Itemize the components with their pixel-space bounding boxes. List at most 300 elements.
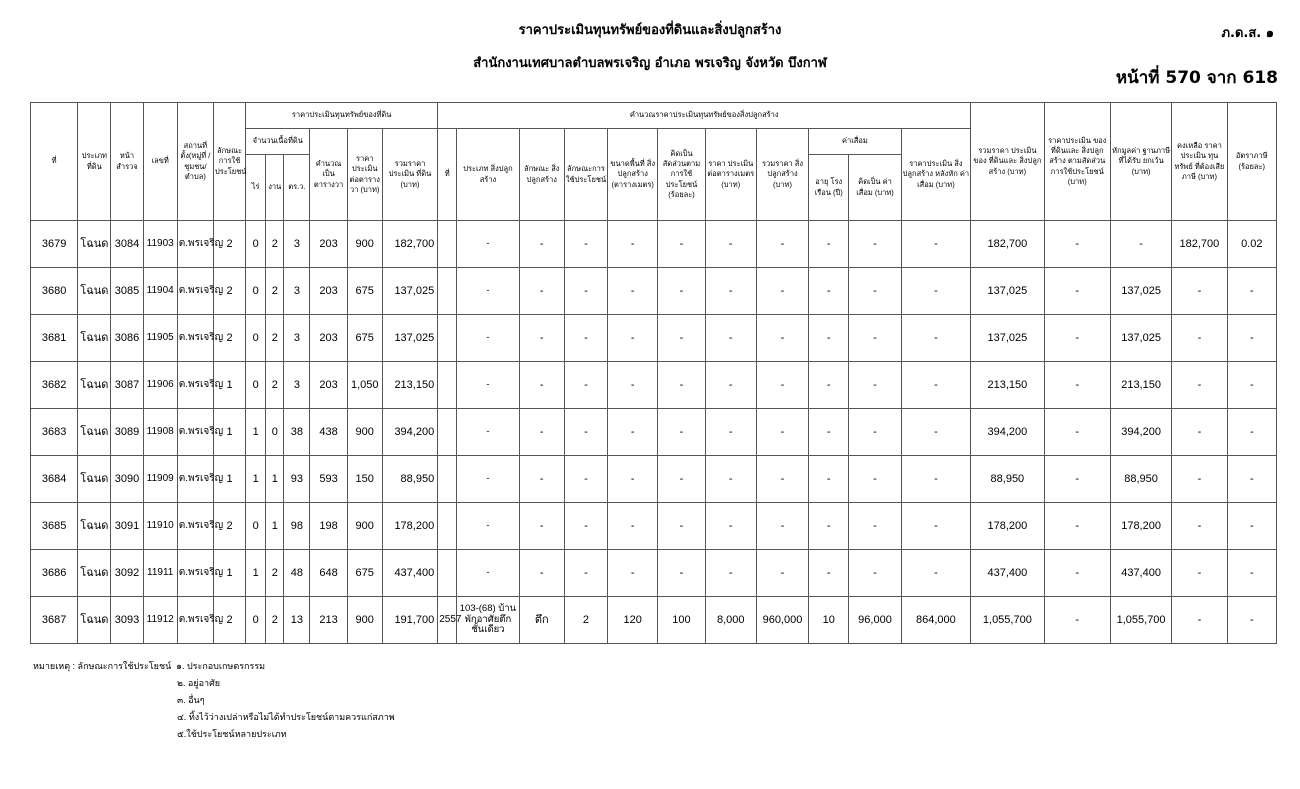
cell-doc-no: 11903: [143, 221, 177, 268]
cell-location: ต.พรเจริญ: [177, 221, 213, 268]
col-usage-type: ลักษณะ การใช้ ประโยชน์: [213, 103, 245, 221]
cell-building-total: -: [756, 409, 808, 456]
cell-ratio-value: -: [1044, 597, 1110, 644]
cell-dep-age: 10: [809, 597, 849, 644]
cell-building-price: -: [705, 268, 756, 315]
table-row: [31, 315, 1277, 362]
col-sq-wa: คำนวณ เป็น ตารางวา: [310, 129, 347, 221]
cell-wa: 13: [284, 597, 310, 644]
cell-survey-page: 3085: [111, 268, 143, 315]
cell-survey-page: 3087: [111, 362, 143, 409]
cell-building-type: -: [457, 362, 519, 409]
cell-building-no: [438, 456, 457, 503]
cell-building-after-dep: -: [901, 550, 971, 597]
cell-wa: 3: [284, 268, 310, 315]
col-building-price-sqm: ราคา ประเมิน ต่อตารางเมตร (บาท): [705, 129, 756, 221]
cell-remaining: -: [1172, 409, 1227, 456]
col-group-building: คำนวณราคาประเมินทุนทรัพย์ของสิ่งปลูกสร้าง: [438, 103, 971, 129]
cell-dep-amount: -: [849, 550, 901, 597]
cell-grand-total: 1,055,700: [971, 597, 1044, 644]
col-grand-total: รวมราคา ประเมินของ ที่ดินและ สิ่งปลูกสร้าง (บาท): [971, 103, 1044, 221]
table-row: [31, 409, 1277, 456]
cell-price-per-wa: 1,050: [347, 362, 382, 409]
cell-usage: 2: [213, 597, 245, 644]
assessment-table: [30, 102, 1277, 644]
cell-wa: 98: [284, 503, 310, 550]
cell-ngan: 1: [266, 503, 284, 550]
cell-location: ต.พรเจริญ: [177, 550, 213, 597]
cell-ngan: 2: [266, 268, 284, 315]
col-building-usage: ลักษณะการ ใช้ประโยชน์: [564, 129, 607, 221]
cell-building-price: 8,000: [705, 597, 756, 644]
cell-building-total: -: [756, 221, 808, 268]
col-doc-no: เลขที่: [143, 103, 177, 221]
cell-dep-amount: -: [849, 315, 901, 362]
cell-building-price: -: [705, 503, 756, 550]
cell-price-per-wa: 900: [347, 503, 382, 550]
cell-price-per-wa: 150: [347, 456, 382, 503]
note-item: ๒. อยู่อาศัย: [177, 678, 221, 688]
cell-doc-no: 11909: [143, 456, 177, 503]
cell-building-type: -: [457, 550, 519, 597]
cell-building-price: -: [705, 550, 756, 597]
cell-building-ratio: -: [658, 456, 705, 503]
cell-grand-total: 437,400: [971, 550, 1044, 597]
cell-dep-age: -: [809, 315, 849, 362]
cell-ratio-value: -: [1044, 315, 1110, 362]
cell-ratio-value: -: [1044, 221, 1110, 268]
cell-grand-total: 137,025: [971, 315, 1044, 362]
cell-land-total: 213,150: [382, 362, 437, 409]
cell-building-char: -: [519, 315, 564, 362]
cell-usage: 1: [213, 550, 245, 597]
cell-building-after-dep: -: [901, 221, 971, 268]
cell-rai: 0: [246, 503, 266, 550]
cell-doc-no: 11905: [143, 315, 177, 362]
cell-land-type: โฉนด: [78, 409, 111, 456]
cell-land-total: 178,200: [382, 503, 437, 550]
cell-land-total: 137,025: [382, 268, 437, 315]
cell-building-char: ตึก: [519, 597, 564, 644]
cell-dep-age: -: [809, 503, 849, 550]
cell-no: 3685: [31, 503, 78, 550]
cell-wa: 48: [284, 550, 310, 597]
cell-building-area: -: [608, 456, 658, 503]
cell-building-ratio: 100: [658, 597, 705, 644]
col-building-type: ประเภท สิ่งปลูกสร้าง: [457, 129, 519, 221]
cell-building-price: -: [705, 315, 756, 362]
table-row: [31, 456, 1277, 503]
cell-building-after-dep: -: [901, 268, 971, 315]
cell-remaining: -: [1172, 503, 1227, 550]
cell-remaining: 182,700: [1172, 221, 1227, 268]
cell-survey-page: 3089: [111, 409, 143, 456]
cell-usage: 1: [213, 409, 245, 456]
cell-building-total: -: [756, 362, 808, 409]
cell-building-char: -: [519, 362, 564, 409]
cell-location: ต.พรเจริญ: [177, 456, 213, 503]
cell-wa: 3: [284, 221, 310, 268]
cell-dep-amount: -: [849, 456, 901, 503]
cell-building-total: -: [756, 550, 808, 597]
cell-no: 3681: [31, 315, 78, 362]
cell-survey-page: 3084: [111, 221, 143, 268]
cell-building-type: -: [457, 456, 519, 503]
cell-rai: 0: [246, 362, 266, 409]
notes-label: หมายเหตุ : ลักษณะการใช้ประโยชน์: [33, 661, 172, 671]
cell-building-char: -: [519, 268, 564, 315]
cell-exemption: 137,025: [1110, 268, 1171, 315]
cell-land-type: โฉนด: [78, 503, 111, 550]
cell-ngan: 1: [266, 456, 284, 503]
cell-ratio-value: -: [1044, 503, 1110, 550]
cell-building-after-dep: -: [901, 362, 971, 409]
table-row: [31, 550, 1277, 597]
cell-building-area: -: [608, 362, 658, 409]
col-dep-amount: คิดเป็น ค่าเสื่อม (บาท): [849, 155, 901, 221]
cell-building-area: -: [608, 503, 658, 550]
cell-building-type: -: [457, 221, 519, 268]
document-title: ราคาประเมินทุนทรัพย์ของที่ดินและสิ่งปลูกสร้าง: [518, 23, 782, 38]
form-code: ภ.ด.ส. ๑: [1221, 26, 1274, 41]
cell-dep-amount: -: [849, 221, 901, 268]
cell-sq-wa: 438: [310, 409, 347, 456]
table-row: [31, 597, 1277, 644]
cell-dep-age: -: [809, 550, 849, 597]
cell-building-ratio: -: [658, 362, 705, 409]
cell-price-per-wa: 900: [347, 221, 382, 268]
cell-building-price: -: [705, 409, 756, 456]
cell-grand-total: 182,700: [971, 221, 1044, 268]
col-group-depreciation: ค่าเสื่อม: [809, 129, 901, 155]
cell-building-total: -: [756, 315, 808, 362]
cell-exemption: 437,400: [1110, 550, 1171, 597]
cell-dep-age: -: [809, 268, 849, 315]
cell-price-per-wa: 900: [347, 597, 382, 644]
cell-wa: 38: [284, 409, 310, 456]
cell-building-after-dep: -: [901, 503, 971, 550]
col-group-land-area: จำนวนเนื้อที่ดิน: [246, 129, 310, 155]
cell-grand-total: 137,025: [971, 268, 1044, 315]
cell-remaining: -: [1172, 268, 1227, 315]
cell-ngan: 2: [266, 315, 284, 362]
col-remaining: คงเหลือ ราคาประเมิน ทุนทรัพย์ ที่ต้องเสียภาษี (บาท): [1172, 103, 1227, 221]
cell-doc-no: 11911: [143, 550, 177, 597]
cell-building-char: -: [519, 456, 564, 503]
cell-building-ratio: -: [658, 315, 705, 362]
cell-building-ratio: -: [658, 550, 705, 597]
cell-no: 3687: [31, 597, 78, 644]
cell-building-area: -: [608, 268, 658, 315]
cell-sq-wa: 198: [310, 503, 347, 550]
cell-remaining: -: [1172, 597, 1227, 644]
col-ngan: งาน: [266, 155, 284, 221]
cell-no: 3682: [31, 362, 78, 409]
cell-ngan: 2: [266, 221, 284, 268]
cell-dep-age: -: [809, 362, 849, 409]
cell-sq-wa: 593: [310, 456, 347, 503]
cell-no: 3683: [31, 409, 78, 456]
cell-tax-rate: -: [1227, 503, 1276, 550]
cell-dep-amount: 96,000: [849, 597, 901, 644]
col-price-per-wa: ราคา ประเมิน ต่อตารางวา (บาท): [347, 129, 382, 221]
organization-name: สำนักงานเทศบาลตำบลพรเจริญ อำเภอ พรเจริญ จังหวัด บึงกาฬ: [473, 56, 827, 71]
table-row: [31, 221, 1277, 268]
cell-building-price: -: [705, 362, 756, 409]
cell-building-total: 960,000: [756, 597, 808, 644]
cell-location: ต.พรเจริญ: [177, 268, 213, 315]
cell-land-type: โฉนด: [78, 268, 111, 315]
cell-doc-no: 11910: [143, 503, 177, 550]
cell-building-area: -: [608, 221, 658, 268]
col-wa: ตร.ว.: [284, 155, 310, 221]
cell-exemption: 137,025: [1110, 315, 1171, 362]
cell-usage: 2: [213, 315, 245, 362]
cell-building-char: -: [519, 221, 564, 268]
cell-building-ratio: -: [658, 221, 705, 268]
cell-rai: 0: [246, 268, 266, 315]
cell-usage: 2: [213, 503, 245, 550]
cell-building-char: -: [519, 409, 564, 456]
notes-section: [33, 658, 395, 743]
cell-tax-rate: 0.02: [1227, 221, 1276, 268]
note-line-1: [33, 658, 395, 675]
cell-land-type: โฉนด: [78, 362, 111, 409]
cell-land-total: 437,400: [382, 550, 437, 597]
cell-building-usage: -: [564, 503, 607, 550]
cell-building-after-dep: -: [901, 456, 971, 503]
cell-sq-wa: 203: [310, 221, 347, 268]
cell-building-area: -: [608, 550, 658, 597]
col-ratio-value: ราคาประเมิน ของที่ดินและ สิ่งปลูกสร้าง ตามสัดส่วน การใช้ประโยชน์ (บาท): [1044, 103, 1110, 221]
cell-building-total: -: [756, 456, 808, 503]
cell-dep-age: -: [809, 409, 849, 456]
cell-building-price: -: [705, 456, 756, 503]
cell-ratio-value: -: [1044, 268, 1110, 315]
cell-building-type: -: [457, 409, 519, 456]
cell-price-per-wa: 900: [347, 409, 382, 456]
cell-land-total: 137,025: [382, 315, 437, 362]
cell-land-type: โฉนด: [78, 597, 111, 644]
table-row: [31, 362, 1277, 409]
cell-land-total: 88,950: [382, 456, 437, 503]
cell-wa: 3: [284, 362, 310, 409]
cell-building-area: -: [608, 409, 658, 456]
cell-doc-no: 11912: [143, 597, 177, 644]
cell-ratio-value: -: [1044, 409, 1110, 456]
cell-building-ratio: -: [658, 409, 705, 456]
cell-rai: 1: [246, 550, 266, 597]
cell-no: 3686: [31, 550, 78, 597]
cell-tax-rate: -: [1227, 315, 1276, 362]
cell-building-usage: 2: [564, 597, 607, 644]
cell-ngan: 2: [266, 550, 284, 597]
cell-exemption: 88,950: [1110, 456, 1171, 503]
col-survey-page: หน้า สำรวจ: [111, 103, 143, 221]
cell-location: ต.พรเจริญ: [177, 409, 213, 456]
cell-building-no: [438, 503, 457, 550]
table-row: [31, 503, 1277, 550]
cell-no: 3679: [31, 221, 78, 268]
cell-no: 3680: [31, 268, 78, 315]
cell-sq-wa: 213: [310, 597, 347, 644]
cell-building-total: -: [756, 268, 808, 315]
cell-exemption: 1,055,700: [1110, 597, 1171, 644]
cell-building-char: -: [519, 550, 564, 597]
col-tax-rate: อัตราภาษี (ร้อยละ): [1227, 103, 1276, 221]
cell-building-after-dep: 864,000: [901, 597, 971, 644]
cell-ngan: 2: [266, 597, 284, 644]
cell-building-ratio: -: [658, 503, 705, 550]
col-exemption: หักมูลค่า ฐานภาษี ที่ได้รับ ยกเว้น (บาท): [1110, 103, 1171, 221]
cell-doc-no: 11906: [143, 362, 177, 409]
cell-dep-age: -: [809, 456, 849, 503]
cell-usage: 2: [213, 268, 245, 315]
cell-tax-rate: -: [1227, 362, 1276, 409]
col-land-total: รวมราคา ประเมิน ที่ดิน (บาท): [382, 129, 437, 221]
cell-survey-page: 3091: [111, 503, 143, 550]
cell-dep-age: -: [809, 221, 849, 268]
cell-building-price: -: [705, 221, 756, 268]
cell-exemption: -: [1110, 221, 1171, 268]
cell-ngan: 2: [266, 362, 284, 409]
cell-location: ต.พรเจริญ: [177, 597, 213, 644]
col-rai: ไร่: [246, 155, 266, 221]
cell-ratio-value: -: [1044, 362, 1110, 409]
table-row: [31, 268, 1277, 315]
cell-sq-wa: 203: [310, 315, 347, 362]
cell-location: ต.พรเจริญ: [177, 503, 213, 550]
cell-dep-amount: -: [849, 503, 901, 550]
cell-building-type: -: [457, 503, 519, 550]
cell-grand-total: 213,150: [971, 362, 1044, 409]
cell-grand-total: 394,200: [971, 409, 1044, 456]
cell-building-area: -: [608, 315, 658, 362]
col-land-type: ประเภท ที่ดิน: [78, 103, 111, 221]
col-no: ที่: [31, 103, 78, 221]
cell-building-after-dep: -: [901, 315, 971, 362]
cell-building-usage: -: [564, 315, 607, 362]
note-item: ๓. อื่นๆ: [177, 695, 205, 705]
cell-tax-rate: -: [1227, 597, 1276, 644]
cell-ngan: 0: [266, 409, 284, 456]
cell-remaining: -: [1172, 456, 1227, 503]
cell-ratio-value: -: [1044, 550, 1110, 597]
cell-land-type: โฉนด: [78, 456, 111, 503]
cell-building-usage: -: [564, 221, 607, 268]
cell-land-type: โฉนด: [78, 221, 111, 268]
cell-survey-page: 3090: [111, 456, 143, 503]
cell-tax-rate: -: [1227, 456, 1276, 503]
cell-usage: 1: [213, 362, 245, 409]
cell-land-type: โฉนด: [78, 315, 111, 362]
cell-building-usage: -: [564, 362, 607, 409]
cell-dep-amount: -: [849, 362, 901, 409]
cell-building-ratio: -: [658, 268, 705, 315]
cell-rai: 1: [246, 409, 266, 456]
cell-exemption: 178,200: [1110, 503, 1171, 550]
cell-building-usage: -: [564, 550, 607, 597]
note-item: ๔. ทิ้งไว้ว่างเปล่าหรือไม่ได้ทำประโยชน์ตามควรแก่สภาพ: [177, 712, 395, 722]
cell-building-no: 2557: [438, 597, 457, 644]
cell-building-no: [438, 315, 457, 362]
cell-remaining: -: [1172, 550, 1227, 597]
page-info: หน้าที่ 570 จาก 618: [1115, 68, 1278, 88]
cell-exemption: 213,150: [1110, 362, 1171, 409]
note-item: ๕.ใช้ประโยชน์หลายประเภท: [177, 729, 287, 739]
cell-building-char: -: [519, 503, 564, 550]
cell-land-type: โฉนด: [78, 550, 111, 597]
cell-survey-page: 3093: [111, 597, 143, 644]
cell-building-usage: -: [564, 409, 607, 456]
cell-building-no: [438, 409, 457, 456]
cell-remaining: -: [1172, 315, 1227, 362]
col-building-char: ลักษณะ สิ่งปลูกสร้าง: [519, 129, 564, 221]
cell-building-no: [438, 221, 457, 268]
cell-doc-no: 11908: [143, 409, 177, 456]
cell-building-total: -: [756, 503, 808, 550]
cell-doc-no: 11904: [143, 268, 177, 315]
cell-no: 3684: [31, 456, 78, 503]
cell-grand-total: 178,200: [971, 503, 1044, 550]
cell-dep-amount: -: [849, 409, 901, 456]
cell-survey-page: 3086: [111, 315, 143, 362]
cell-dep-amount: -: [849, 268, 901, 315]
cell-building-type: 103-(68) บ้านพักอาศัยตึกชั้นเดียว: [457, 597, 519, 644]
cell-exemption: 394,200: [1110, 409, 1171, 456]
cell-building-type: -: [457, 268, 519, 315]
cell-rai: 0: [246, 597, 266, 644]
note-item: ๑. ประกอบเกษตรกรรม: [176, 661, 266, 671]
cell-wa: 3: [284, 315, 310, 362]
cell-sq-wa: 648: [310, 550, 347, 597]
cell-tax-rate: -: [1227, 409, 1276, 456]
col-dep-age: อายุ โรงเรือน (ปี): [809, 155, 849, 221]
cell-sq-wa: 203: [310, 362, 347, 409]
cell-usage: 1: [213, 456, 245, 503]
cell-building-area: 120: [608, 597, 658, 644]
cell-building-no: [438, 362, 457, 409]
cell-tax-rate: -: [1227, 550, 1276, 597]
cell-survey-page: 3092: [111, 550, 143, 597]
cell-land-total: 394,200: [382, 409, 437, 456]
cell-rai: 0: [246, 315, 266, 362]
cell-building-no: [438, 550, 457, 597]
cell-price-per-wa: 675: [347, 550, 382, 597]
cell-land-total: 191,700: [382, 597, 437, 644]
col-location: สถานที่ ตั้ง(หมู่ที่ /ชุมชน/ ตำบล): [177, 103, 213, 221]
col-building-ratio: คิดเป็น สัดส่วนตาม การใช้ ประโยชน์ (ร้อยละ): [658, 129, 705, 221]
cell-building-usage: -: [564, 456, 607, 503]
cell-building-after-dep: -: [901, 409, 971, 456]
cell-location: ต.พรเจริญ: [177, 315, 213, 362]
cell-rai: 0: [246, 221, 266, 268]
cell-location: ต.พรเจริญ: [177, 362, 213, 409]
cell-wa: 93: [284, 456, 310, 503]
cell-building-no: [438, 268, 457, 315]
cell-usage: 2: [213, 221, 245, 268]
cell-building-type: -: [457, 315, 519, 362]
cell-sq-wa: 203: [310, 268, 347, 315]
col-building-no: ที่: [438, 129, 457, 221]
cell-rai: 1: [246, 456, 266, 503]
cell-building-usage: -: [564, 268, 607, 315]
cell-remaining: -: [1172, 362, 1227, 409]
cell-price-per-wa: 675: [347, 268, 382, 315]
col-building-area: ขนาดพื้นที่ สิ่งปลูกสร้าง (ตารางเมตร): [608, 129, 658, 221]
cell-tax-rate: -: [1227, 268, 1276, 315]
cell-land-total: 182,700: [382, 221, 437, 268]
